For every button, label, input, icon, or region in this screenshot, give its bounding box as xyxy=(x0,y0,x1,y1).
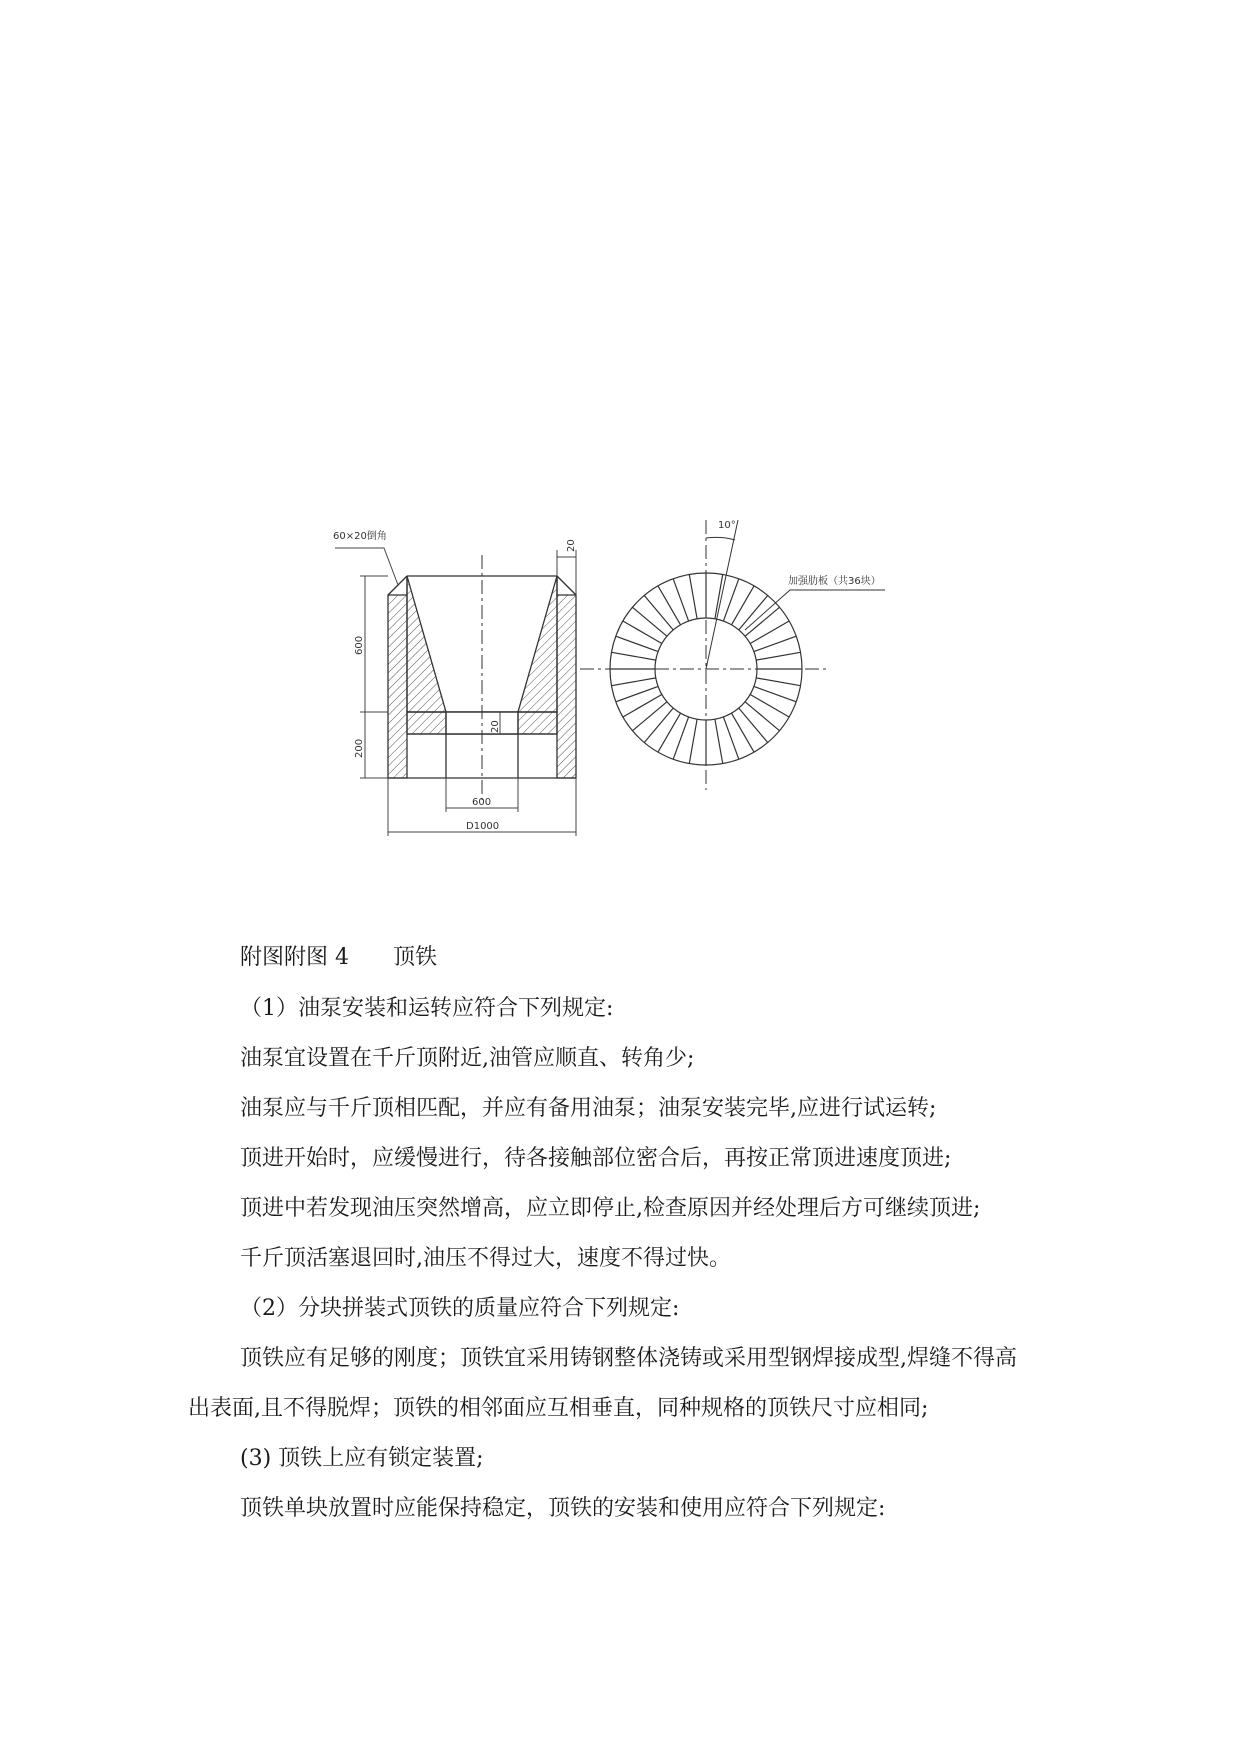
chamfer-label: 60×20倒角 xyxy=(333,531,387,542)
section-view xyxy=(388,555,576,800)
rib-line xyxy=(673,579,688,621)
rib-line xyxy=(689,575,697,619)
rib-line xyxy=(754,636,796,651)
rib-line xyxy=(754,686,796,701)
rib-line xyxy=(623,695,662,718)
rib-line xyxy=(745,702,779,731)
figure-caption: 附图附图 4 顶铁 xyxy=(240,945,437,970)
dim-upper-height: 600 xyxy=(354,635,365,655)
rib-line xyxy=(658,586,681,625)
dim-outer: D1000 xyxy=(466,821,500,832)
rib-line xyxy=(723,717,738,759)
text-line: 顶进开始时，应缓慢进行，待各接触部位密合后，再按正常顶进速度顶进; xyxy=(240,1146,952,1171)
rib-line xyxy=(739,596,768,630)
text-line: 出表面,且不得脱焊；顶铁的相邻面应互相垂直，同种规格的顶铁尺寸应相同; xyxy=(188,1396,929,1421)
text-line: 顶铁应有足够的刚度；顶铁宜采用铸钢整体浇铸或采用型钢焊接成型,焊缝不得高 xyxy=(240,1346,1017,1371)
text-line: （2）分块拼装式顶铁的质量应符合下列规定: xyxy=(240,1296,680,1321)
rib-line xyxy=(732,586,755,625)
left-cone xyxy=(407,576,446,712)
plan-view xyxy=(580,520,885,790)
dim-inner: 600 xyxy=(472,797,492,808)
rib-line xyxy=(623,621,662,644)
rib-line xyxy=(612,678,656,686)
dim-top-edge: 20 xyxy=(566,539,577,552)
text-line: (3) 顶铁上应有锁定装置; xyxy=(240,1446,484,1471)
dim-lower-height: 200 xyxy=(354,738,365,758)
text-line: 顶铁单块放置时应能保持稳定，顶铁的安装和使用应符合下列规定: xyxy=(240,1496,886,1521)
rib-line xyxy=(644,596,673,630)
text-line: 顶进中若发现油压突然增高，应立即停止,检查原因并经处理后方可继续顶进; xyxy=(240,1196,981,1221)
rib-line xyxy=(739,708,768,742)
rib-line xyxy=(689,719,697,763)
rib-line xyxy=(750,695,789,718)
rib-label: 加强肋板（共36块） xyxy=(788,576,881,587)
rib-line xyxy=(633,702,667,731)
right-wall xyxy=(557,595,576,778)
left-wall xyxy=(388,595,407,778)
rib-line xyxy=(616,686,658,701)
text-line: （1）油泵安装和运转应符合下列规定: xyxy=(240,996,614,1021)
rib-line xyxy=(750,621,789,644)
rib-line xyxy=(715,719,723,763)
rib-line xyxy=(745,607,779,636)
rib-line xyxy=(616,636,658,651)
text-line: 油泵宜设置在千斤顶附近,油管应顺直、转角少; xyxy=(240,1046,695,1071)
rib-line xyxy=(723,579,738,621)
text-line: 千斤顶活塞退回时,油压不得过大，速度不得过快。 xyxy=(240,1246,731,1271)
text-line: 油泵应与千斤顶相匹配，并应有备用油泵；油泵安装完毕,应进行试运转; xyxy=(240,1096,937,1121)
rib-line xyxy=(756,652,800,660)
angle-label: 10° xyxy=(718,520,736,531)
rib-line xyxy=(658,713,681,752)
rib-line xyxy=(756,678,800,686)
rib-line xyxy=(644,708,673,742)
rib-line xyxy=(633,607,667,636)
rib-line xyxy=(612,652,656,660)
rib-line xyxy=(732,713,755,752)
right-cone xyxy=(518,576,557,712)
rib-line xyxy=(673,717,688,759)
dim-plate: 20 xyxy=(490,720,501,733)
